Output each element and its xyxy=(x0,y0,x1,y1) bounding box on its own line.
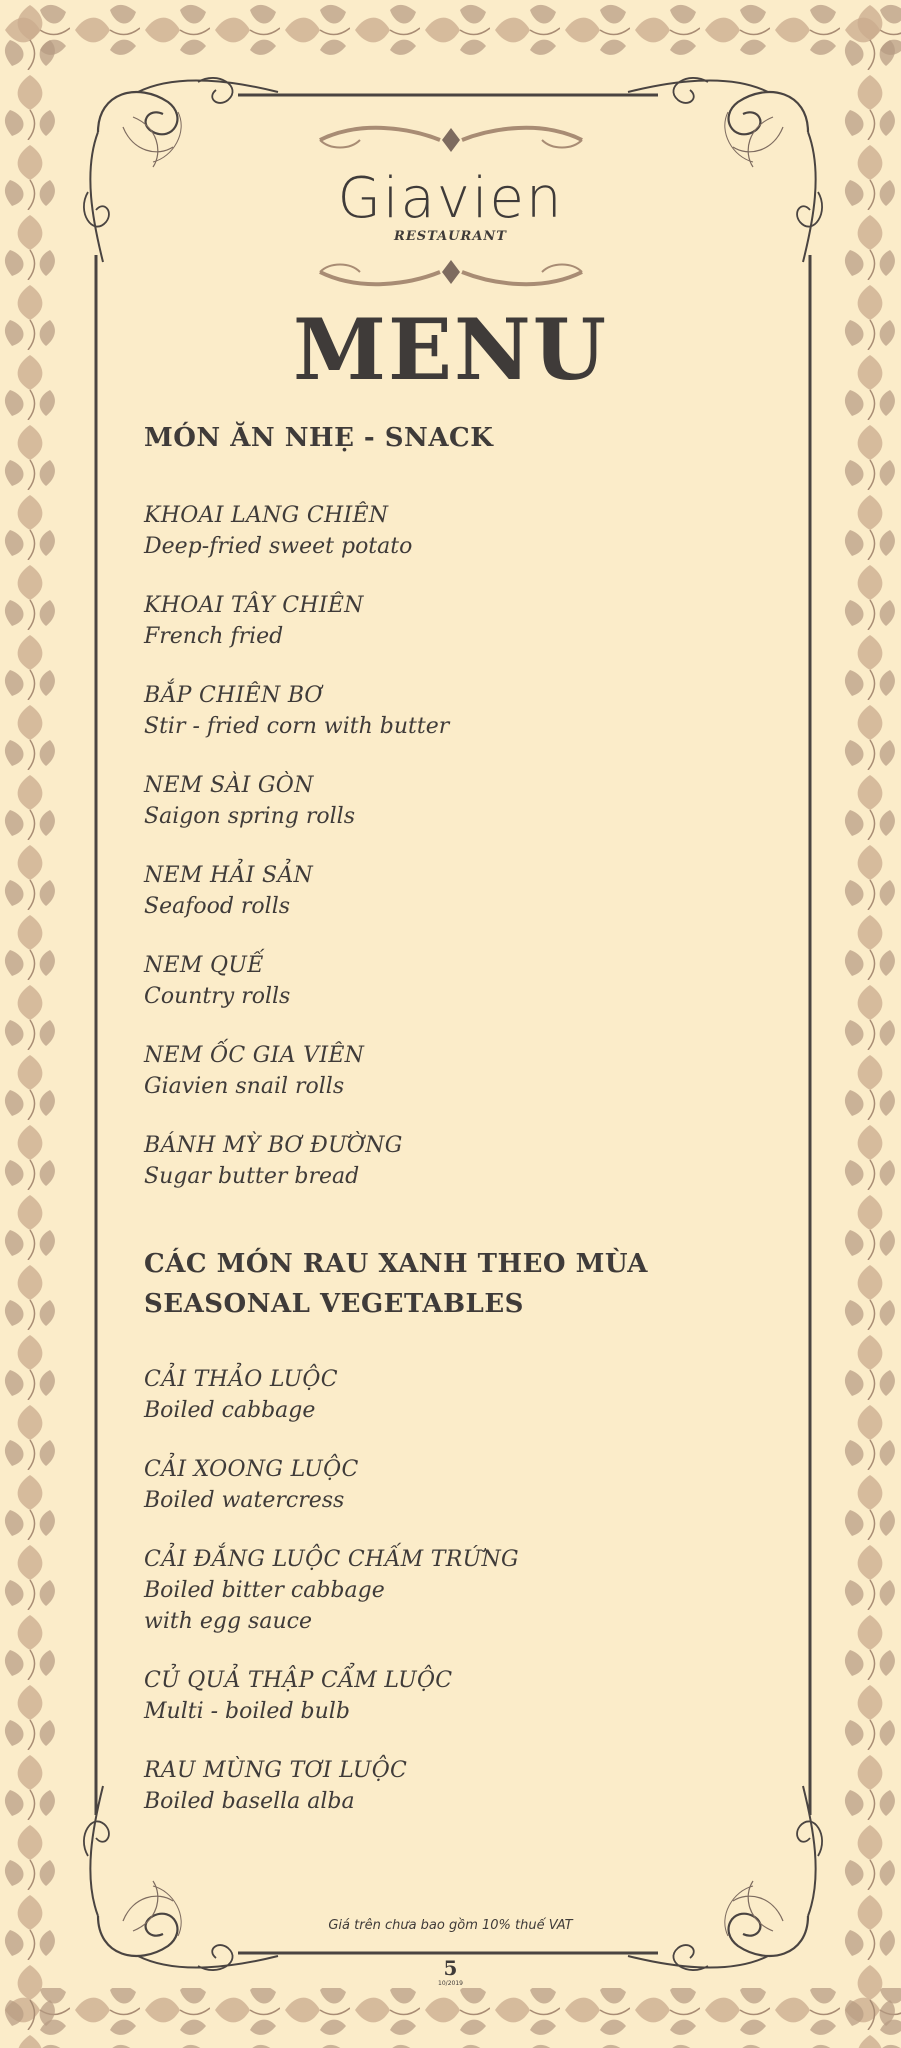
item-name-vi: NEM SÀI GÒN xyxy=(144,773,314,798)
logo-subtitle: RESTAURANT xyxy=(394,229,507,244)
menu-item xyxy=(144,1544,764,1637)
restaurant-logo xyxy=(0,125,901,244)
menu-item xyxy=(144,860,764,922)
item-name-en: Boiled basella alba xyxy=(144,1789,355,1814)
item-name-vi: KHOAI TÂY CHIÊN xyxy=(144,593,364,618)
menu-item xyxy=(144,770,764,832)
item-name-vi: CỦ QUẢ THẬP CẨM LUỘC xyxy=(144,1668,453,1693)
item-name-en: Deep-fried sweet potato xyxy=(144,534,413,559)
item-name-vi: CẢI ĐẮNG LUỘC CHẤM TRỨNG xyxy=(144,1547,519,1572)
item-name-en: Multi - boiled bulb xyxy=(144,1699,350,1724)
item-name-vi: CẢI THẢO LUỘC xyxy=(144,1367,338,1392)
page-code: 10/2019 xyxy=(438,1980,463,1987)
menu-item xyxy=(144,1364,764,1426)
section-snack xyxy=(144,418,764,1192)
menu-item xyxy=(144,1130,764,1192)
item-name-en: Country rolls xyxy=(144,984,291,1009)
menu-item xyxy=(144,1665,764,1727)
item-name-vi: KHOAI LANG CHIÊN xyxy=(144,503,389,528)
item-name-vi: RAU MÙNG TƠI LUỘC xyxy=(144,1758,408,1783)
menu-item xyxy=(144,950,764,1012)
item-name-en: with egg sauce xyxy=(144,1609,312,1634)
item-name-en: Boiled watercress xyxy=(144,1488,345,1513)
menu-item xyxy=(144,1454,764,1516)
menu-item xyxy=(144,590,764,652)
section-title: SEASONAL VEGETABLES xyxy=(144,1289,524,1319)
item-name-en: French fried xyxy=(144,624,284,649)
section-vegetables xyxy=(144,1244,764,1817)
item-name-en: Boiled bitter cabbage xyxy=(144,1578,385,1603)
logo-name: Giavien xyxy=(337,166,564,231)
item-name-en: Giavien snail rolls xyxy=(144,1074,345,1099)
item-name-en: Stir - fried corn with butter xyxy=(144,714,450,739)
menu-item xyxy=(144,1040,764,1102)
item-name-vi: BẮP CHIÊN BƠ xyxy=(144,683,323,708)
section-title: MÓN ĂN NHẸ - SNACK xyxy=(144,423,494,453)
item-name-en: Seafood rolls xyxy=(144,894,291,919)
menu-item xyxy=(144,500,764,562)
item-name-vi: CẢI XOONG LUỘC xyxy=(144,1457,359,1482)
item-name-vi: BÁNH MỲ BƠ ĐƯỜNG xyxy=(144,1133,403,1158)
item-name-vi: NEM QUẾ xyxy=(144,953,264,978)
section-title: CÁC MÓN RAU XANH THEO MÙA xyxy=(144,1249,648,1279)
item-name-en: Saigon spring rolls xyxy=(144,804,356,829)
menu-content xyxy=(144,418,764,1817)
item-name-en: Sugar butter bread xyxy=(144,1164,360,1189)
menu-title: MENU xyxy=(292,300,609,399)
page-number: 5 xyxy=(443,1956,458,1980)
item-name-vi: NEM HẢI SẢN xyxy=(144,863,314,888)
item-name-en: Boiled cabbage xyxy=(144,1398,316,1423)
menu-item xyxy=(144,1755,764,1817)
item-name-vi: NEM ỐC GIA VIÊN xyxy=(144,1043,365,1068)
menu-item xyxy=(144,680,764,742)
vat-note: Giá trên chưa bao gồm 10% thuế VAT xyxy=(328,1918,573,1933)
